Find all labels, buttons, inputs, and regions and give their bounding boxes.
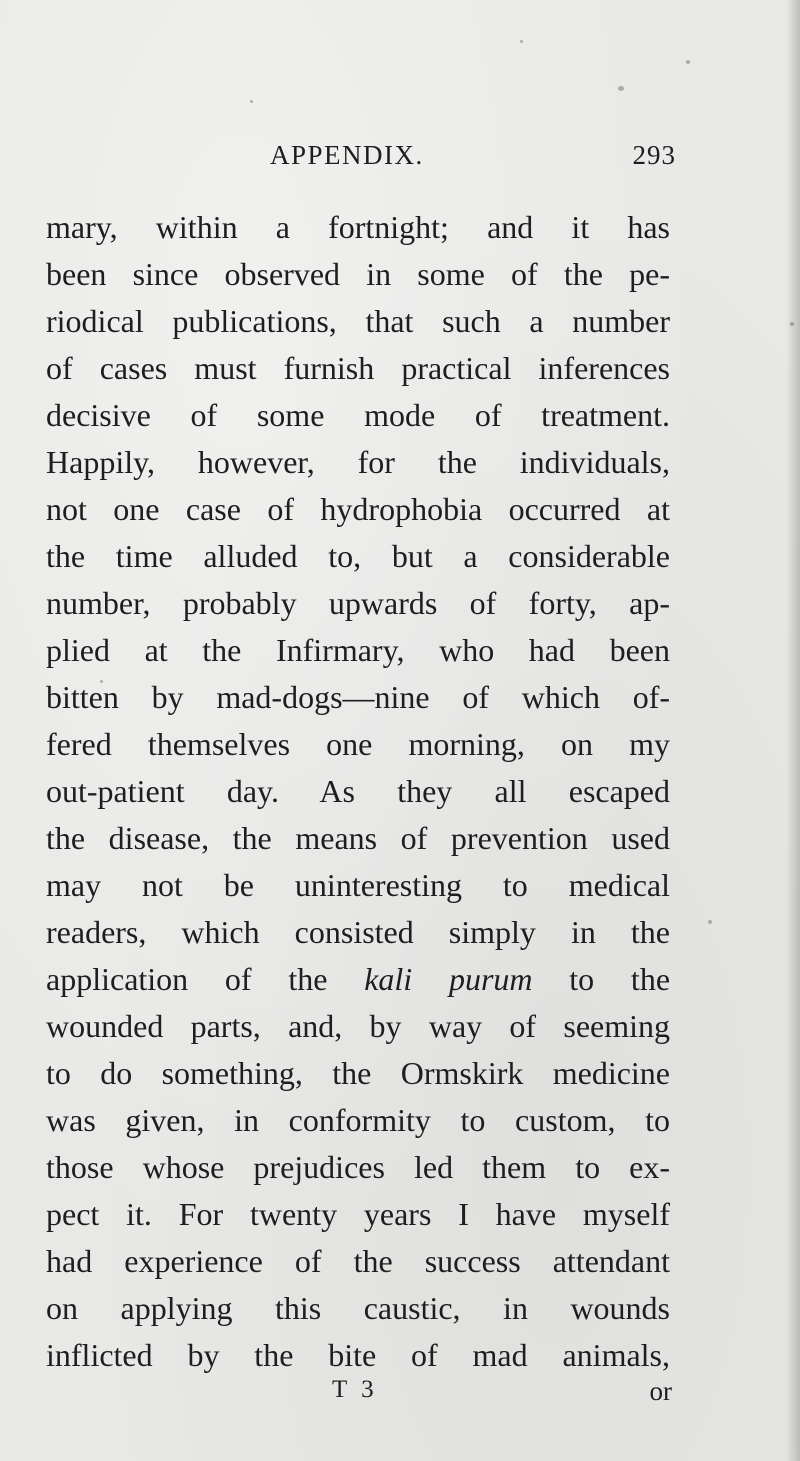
catchword: or <box>649 1376 672 1406</box>
signature-mark: T 3 <box>332 1376 378 1403</box>
text-line: riodical publications, that such a number <box>46 303 670 339</box>
text-line: fered themselves one morning, on my <box>46 726 670 762</box>
text-line: number, probably upwards of forty, ap- <box>46 585 670 621</box>
text-line: mary, within a fortnight; and it has <box>46 209 670 245</box>
italic-term: kali purum <box>364 961 533 997</box>
text-line: not one case of hydrophobia occurred at <box>46 491 670 527</box>
text-line: the disease, the means of prevention used <box>46 820 670 856</box>
body-text <box>46 204 670 1379</box>
text-line: decisive of some mode of treatment. <box>46 397 670 433</box>
text-line: bitten by mad-dogs—nine of which of- <box>46 679 670 715</box>
page-footer <box>46 1376 676 1416</box>
page-header <box>46 140 676 184</box>
page-edge-shadow <box>786 0 800 1461</box>
paper-speck <box>250 100 253 103</box>
text-line-italic <box>46 956 670 1003</box>
paper-speck <box>100 680 103 683</box>
paper-speck <box>618 86 624 91</box>
page-number: 293 <box>632 140 676 170</box>
text-line: those whose prejudices led them to ex- <box>46 1149 670 1185</box>
text-line: had experience of the success attendant <box>46 1243 670 1279</box>
text-line: may not be uninteresting to medical <box>46 867 670 903</box>
running-head: APPENDIX. <box>270 140 424 170</box>
text-line: been since observed in some of the pe- <box>46 256 670 292</box>
paper-speck <box>520 40 523 43</box>
text-line: out-patient day. As they all escaped <box>46 773 670 809</box>
italic-line-after: to the <box>569 961 671 997</box>
text-line: pect it. For twenty years I have myself <box>46 1196 670 1232</box>
text-line: on applying this caustic, in wounds <box>46 1290 670 1326</box>
paper-speck <box>790 322 794 326</box>
text-line: inflicted by the bite of mad animals, <box>46 1337 670 1373</box>
text-line: readers, which consisted simply in the <box>46 914 670 950</box>
text-line: the time alluded to, but a considerable <box>46 538 670 574</box>
text-line: plied at the Infirmary, who had been <box>46 632 670 668</box>
italic-line-before: application of the <box>46 961 328 997</box>
paper-speck <box>708 920 712 924</box>
text-line: wounded parts, and, by way of seeming <box>46 1008 670 1044</box>
text-line: to do something, the Ormskirk medicine <box>46 1055 670 1091</box>
text-line: was given, in conformity to custom, to <box>46 1102 670 1138</box>
text-line: of cases must furnish practical inferences <box>46 350 670 386</box>
text-line: Happily, however, for the individuals, <box>46 444 670 480</box>
paper-speck <box>686 60 690 64</box>
